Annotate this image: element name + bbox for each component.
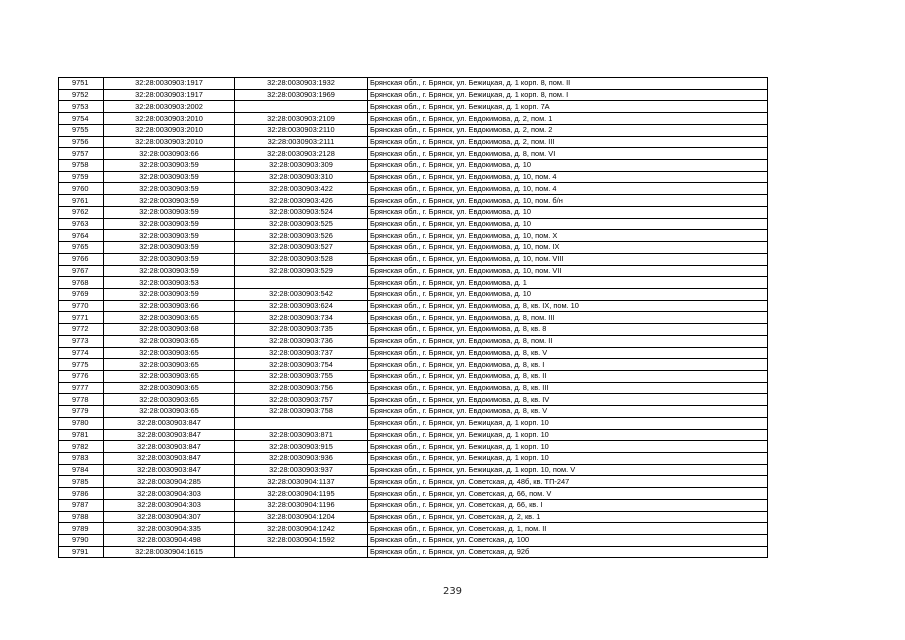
parent-cadastral-number-cell: 32:28:0030903:1917 [104,89,235,101]
row-number-cell: 9790 [59,535,104,547]
parent-cadastral-number-cell: 32:28:0030903:59 [104,183,235,195]
parent-cadastral-number-cell: 32:28:0030904:303 [104,499,235,511]
object-cadastral-number-cell: 32:28:0030903:526 [235,230,368,242]
table-row [59,148,768,160]
object-cadastral-number-cell: 32:28:0030903:871 [235,429,368,441]
address-cell: Брянская обл., г. Брянск, ул. Бежицкая, д. 1 корп. 10, пом. V [368,464,768,476]
object-cadastral-number-cell [235,101,368,113]
address-cell: Брянская обл., г. Брянск, ул. Советская, д. 92б [368,546,768,558]
row-number-cell: 9783 [59,453,104,465]
parent-cadastral-number-cell: 32:28:0030903:59 [104,242,235,254]
row-number-cell: 9758 [59,160,104,172]
object-cadastral-number-cell [235,277,368,289]
row-number-cell: 9787 [59,499,104,511]
table-row [59,523,768,535]
address-cell: Брянская обл., г. Брянск, ул. Советская, д. 66, пом. V [368,488,768,500]
table-row [59,546,768,558]
object-cadastral-number-cell: 32:28:0030903:915 [235,441,368,453]
parent-cadastral-number-cell: 32:28:0030903:65 [104,312,235,324]
row-number-cell: 9772 [59,324,104,336]
address-cell: Брянская обл., г. Брянск, ул. Евдокимова, д. 8, пом. VI [368,148,768,160]
object-cadastral-number-cell [235,546,368,558]
parent-cadastral-number-cell: 32:28:0030903:65 [104,370,235,382]
object-cadastral-number-cell: 32:28:0030903:757 [235,394,368,406]
address-cell: Брянская обл., г. Брянск, ул. Евдокимова, д. 10, пом. 4 [368,171,768,183]
row-number-cell: 9773 [59,335,104,347]
address-cell: Брянская обл., г. Брянск, ул. Евдокимова, д. 8, пом. III [368,312,768,324]
address-cell: Брянская обл., г. Брянск, ул. Евдокимова, д. 8, кв. II [368,370,768,382]
address-cell: Брянская обл., г. Брянск, ул. Евдокимова, д. 8, кв. I [368,359,768,371]
address-cell: Брянская обл., г. Брянск, ул. Советская, д. 1, пом. II [368,523,768,535]
parent-cadastral-number-cell: 32:28:0030903:2010 [104,113,235,125]
parent-cadastral-number-cell: 32:28:0030903:59 [104,206,235,218]
address-cell: Брянская обл., г. Брянск, ул. Советская, д. 100 [368,535,768,547]
row-number-cell: 9759 [59,171,104,183]
parent-cadastral-number-cell: 32:28:0030903:59 [104,230,235,242]
table-row [59,183,768,195]
row-number-cell: 9774 [59,347,104,359]
row-number-cell: 9764 [59,230,104,242]
row-number-cell: 9778 [59,394,104,406]
table-row [59,488,768,500]
object-cadastral-number-cell: 32:28:0030903:527 [235,242,368,254]
row-number-cell: 9751 [59,78,104,90]
address-cell: Брянская обл., г. Брянск, ул. Бежицкая, д. 1 корп. 10 [368,429,768,441]
table-row [59,335,768,347]
object-cadastral-number-cell: 32:28:0030903:737 [235,347,368,359]
object-cadastral-number-cell: 32:28:0030903:734 [235,312,368,324]
row-number-cell: 9786 [59,488,104,500]
address-cell: Брянская обл., г. Брянск, ул. Евдокимова, д. 8, кв. 8 [368,324,768,336]
object-cadastral-number-cell: 32:28:0030904:1196 [235,499,368,511]
table-row [59,535,768,547]
parent-cadastral-number-cell: 32:28:0030903:59 [104,195,235,207]
row-number-cell: 9771 [59,312,104,324]
object-cadastral-number-cell: 32:28:0030903:756 [235,382,368,394]
table-row [59,113,768,125]
address-cell: Брянская обл., г. Брянск, ул. Евдокимова, д. 1 [368,277,768,289]
address-cell: Брянская обл., г. Брянск, ул. Евдокимова, д. 8, кв. V [368,406,768,418]
parent-cadastral-number-cell: 32:28:0030903:59 [104,265,235,277]
object-cadastral-number-cell: 32:28:0030903:755 [235,370,368,382]
parent-cadastral-number-cell: 32:28:0030903:847 [104,464,235,476]
object-cadastral-number-cell: 32:28:0030904:1195 [235,488,368,500]
parent-cadastral-number-cell: 32:28:0030903:1917 [104,78,235,90]
object-cadastral-number-cell: 32:28:0030903:735 [235,324,368,336]
address-cell: Брянская обл., г. Брянск, ул. Евдокимова, д. 2, пом. 1 [368,113,768,125]
object-cadastral-number-cell: 32:28:0030904:1592 [235,535,368,547]
row-number-cell: 9770 [59,300,104,312]
address-cell: Брянская обл., г. Брянск, ул. Евдокимова, д. 2, пом. 2 [368,124,768,136]
row-number-cell: 9760 [59,183,104,195]
table-row [59,124,768,136]
table-row [59,89,768,101]
object-cadastral-number-cell: 32:28:0030903:1969 [235,89,368,101]
row-number-cell: 9782 [59,441,104,453]
address-cell: Брянская обл., г. Брянск, ул. Евдокимова, д. 10 [368,160,768,172]
row-number-cell: 9763 [59,218,104,230]
table-row [59,300,768,312]
address-cell: Брянская обл., г. Брянск, ул. Евдокимова, д. 8, кв. V [368,347,768,359]
address-cell: Брянская обл., г. Брянск, ул. Бежицкая, д. 1 корп. 10 [368,417,768,429]
parent-cadastral-number-cell: 32:28:0030903:65 [104,335,235,347]
parent-cadastral-number-cell: 32:28:0030903:847 [104,417,235,429]
address-cell: Брянская обл., г. Брянск, ул. Евдокимова, д. 10, пом. б/н [368,195,768,207]
address-cell: Брянская обл., г. Брянск, ул. Евдокимова, д. 2, пом. III [368,136,768,148]
address-cell: Брянская обл., г. Брянск, ул. Евдокимова, д. 10, пом. X [368,230,768,242]
row-number-cell: 9785 [59,476,104,488]
table-row [59,230,768,242]
parent-cadastral-number-cell: 32:28:0030903:2010 [104,124,235,136]
object-cadastral-number-cell: 32:28:0030903:936 [235,453,368,465]
address-cell: Брянская обл., г. Брянск, ул. Евдокимова, д. 10, пом. VII [368,265,768,277]
row-number-cell: 9779 [59,406,104,418]
table-row [59,136,768,148]
table-row [59,160,768,172]
object-cadastral-number-cell: 32:28:0030903:528 [235,253,368,265]
object-cadastral-number-cell: 32:28:0030903:524 [235,206,368,218]
parent-cadastral-number-cell: 32:28:0030903:59 [104,288,235,300]
object-cadastral-number-cell: 32:28:0030903:426 [235,195,368,207]
object-cadastral-number-cell: 32:28:0030903:937 [235,464,368,476]
table-row [59,476,768,488]
object-cadastral-number-cell: 32:28:0030903:754 [235,359,368,371]
parent-cadastral-number-cell: 32:28:0030903:847 [104,429,235,441]
address-cell: Брянская обл., г. Брянск, ул. Евдокимова, д. 10, пом. VIII [368,253,768,265]
table-row [59,206,768,218]
parent-cadastral-number-cell: 32:28:0030903:65 [104,347,235,359]
address-cell: Брянская обл., г. Брянск, ул. Советская, д. 48б, кв. ТП-247 [368,476,768,488]
address-cell: Брянская обл., г. Брянск, ул. Бежицкая, д. 1 корп. 8, пом. II [368,78,768,90]
table-row [59,78,768,90]
row-number-cell: 9754 [59,113,104,125]
table-row [59,347,768,359]
table-row [59,101,768,113]
object-cadastral-number-cell: 32:28:0030903:422 [235,183,368,195]
parent-cadastral-number-cell: 32:28:0030904:303 [104,488,235,500]
object-cadastral-number-cell: 32:28:0030903:2110 [235,124,368,136]
address-cell: Брянская обл., г. Брянск, ул. Евдокимова, д. 10 [368,218,768,230]
object-cadastral-number-cell: 32:28:0030903:310 [235,171,368,183]
row-number-cell: 9755 [59,124,104,136]
table-row [59,394,768,406]
row-number-cell: 9756 [59,136,104,148]
object-cadastral-number-cell: 32:28:0030903:529 [235,265,368,277]
parent-cadastral-number-cell: 32:28:0030903:59 [104,160,235,172]
object-cadastral-number-cell: 32:28:0030904:1242 [235,523,368,535]
object-cadastral-number-cell: 32:28:0030904:1204 [235,511,368,523]
parent-cadastral-number-cell: 32:28:0030903:66 [104,148,235,160]
parent-cadastral-number-cell: 32:28:0030903:53 [104,277,235,289]
table-row [59,242,768,254]
parent-cadastral-number-cell: 32:28:0030904:335 [104,523,235,535]
address-cell: Брянская обл., г. Брянск, ул. Бежицкая, д. 1 корп. 7А [368,101,768,113]
table-row [59,429,768,441]
row-number-cell: 9753 [59,101,104,113]
parent-cadastral-number-cell: 32:28:0030903:59 [104,218,235,230]
table-row [59,171,768,183]
object-cadastral-number-cell: 32:28:0030903:309 [235,160,368,172]
object-cadastral-number-cell: 32:28:0030903:624 [235,300,368,312]
address-cell: Брянская обл., г. Брянск, ул. Бежицкая, д. 1 корп. 10 [368,441,768,453]
parent-cadastral-number-cell: 32:28:0030903:847 [104,441,235,453]
table-row [59,195,768,207]
object-cadastral-number-cell: 32:28:0030903:2109 [235,113,368,125]
address-cell: Брянская обл., г. Брянск, ул. Евдокимова, д. 8, кв. IX, пом. 10 [368,300,768,312]
parent-cadastral-number-cell: 32:28:0030903:59 [104,253,235,265]
registry-table-body [59,78,768,558]
row-number-cell: 9777 [59,382,104,394]
row-number-cell: 9767 [59,265,104,277]
table-row [59,453,768,465]
parent-cadastral-number-cell: 32:28:0030903:65 [104,406,235,418]
table-row [59,288,768,300]
parent-cadastral-number-cell: 32:28:0030904:498 [104,535,235,547]
row-number-cell: 9791 [59,546,104,558]
table-row [59,406,768,418]
row-number-cell: 9781 [59,429,104,441]
object-cadastral-number-cell: 32:28:0030903:1932 [235,78,368,90]
registry-table [58,77,768,558]
table-row [59,312,768,324]
row-number-cell: 9761 [59,195,104,207]
table-row [59,265,768,277]
table-row [59,499,768,511]
page-number: 239 [442,586,463,597]
row-number-cell: 9765 [59,242,104,254]
parent-cadastral-number-cell: 32:28:0030903:2010 [104,136,235,148]
object-cadastral-number-cell: 32:28:0030903:542 [235,288,368,300]
parent-cadastral-number-cell: 32:28:0030904:285 [104,476,235,488]
object-cadastral-number-cell: 32:28:0030904:1137 [235,476,368,488]
address-cell: Брянская обл., г. Брянск, ул. Советская, д. 66, кв. I [368,499,768,511]
object-cadastral-number-cell: 32:28:0030903:2111 [235,136,368,148]
table-row [59,417,768,429]
address-cell: Брянская обл., г. Брянск, ул. Евдокимова, д. 10, пом. 4 [368,183,768,195]
object-cadastral-number-cell: 32:28:0030903:525 [235,218,368,230]
row-number-cell: 9780 [59,417,104,429]
table-row [59,370,768,382]
row-number-cell: 9752 [59,89,104,101]
table-row [59,511,768,523]
parent-cadastral-number-cell: 32:28:0030904:1615 [104,546,235,558]
address-cell: Брянская обл., г. Брянск, ул. Евдокимова, д. 10, пом. IX [368,242,768,254]
address-cell: Брянская обл., г. Брянск, ул. Евдокимова, д. 10 [368,288,768,300]
row-number-cell: 9768 [59,277,104,289]
row-number-cell: 9776 [59,370,104,382]
object-cadastral-number-cell: 32:28:0030903:2128 [235,148,368,160]
parent-cadastral-number-cell: 32:28:0030903:847 [104,453,235,465]
parent-cadastral-number-cell: 32:28:0030903:65 [104,382,235,394]
object-cadastral-number-cell [235,417,368,429]
table-row [59,382,768,394]
row-number-cell: 9757 [59,148,104,160]
address-cell: Брянская обл., г. Брянск, ул. Евдокимова, д. 8, кв. IV [368,394,768,406]
parent-cadastral-number-cell: 32:28:0030903:68 [104,324,235,336]
parent-cadastral-number-cell: 32:28:0030903:65 [104,394,235,406]
parent-cadastral-number-cell: 32:28:0030903:2002 [104,101,235,113]
row-number-cell: 9775 [59,359,104,371]
row-number-cell: 9769 [59,288,104,300]
table-row [59,441,768,453]
object-cadastral-number-cell: 32:28:0030903:758 [235,406,368,418]
address-cell: Брянская обл., г. Брянск, ул. Евдокимова, д. 8, пом. II [368,335,768,347]
parent-cadastral-number-cell: 32:28:0030904:307 [104,511,235,523]
row-number-cell: 9762 [59,206,104,218]
row-number-cell: 9789 [59,523,104,535]
address-cell: Брянская обл., г. Брянск, ул. Бежицкая, д. 1 корп. 8, пом. I [368,89,768,101]
table-row [59,324,768,336]
object-cadastral-number-cell: 32:28:0030903:736 [235,335,368,347]
table-row [59,218,768,230]
parent-cadastral-number-cell: 32:28:0030903:66 [104,300,235,312]
parent-cadastral-number-cell: 32:28:0030903:59 [104,171,235,183]
table-row [59,253,768,265]
parent-cadastral-number-cell: 32:28:0030903:65 [104,359,235,371]
address-cell: Брянская обл., г. Брянск, ул. Советская, д. 2, кв. 1 [368,511,768,523]
row-number-cell: 9788 [59,511,104,523]
table-row [59,277,768,289]
address-cell: Брянская обл., г. Брянск, ул. Евдокимова, д. 8, кв. III [368,382,768,394]
table-row [59,464,768,476]
row-number-cell: 9784 [59,464,104,476]
row-number-cell: 9766 [59,253,104,265]
address-cell: Брянская обл., г. Брянск, ул. Бежицкая, д. 1 корп. 10 [368,453,768,465]
table-row [59,359,768,371]
address-cell: Брянская обл., г. Брянск, ул. Евдокимова, д. 10 [368,206,768,218]
